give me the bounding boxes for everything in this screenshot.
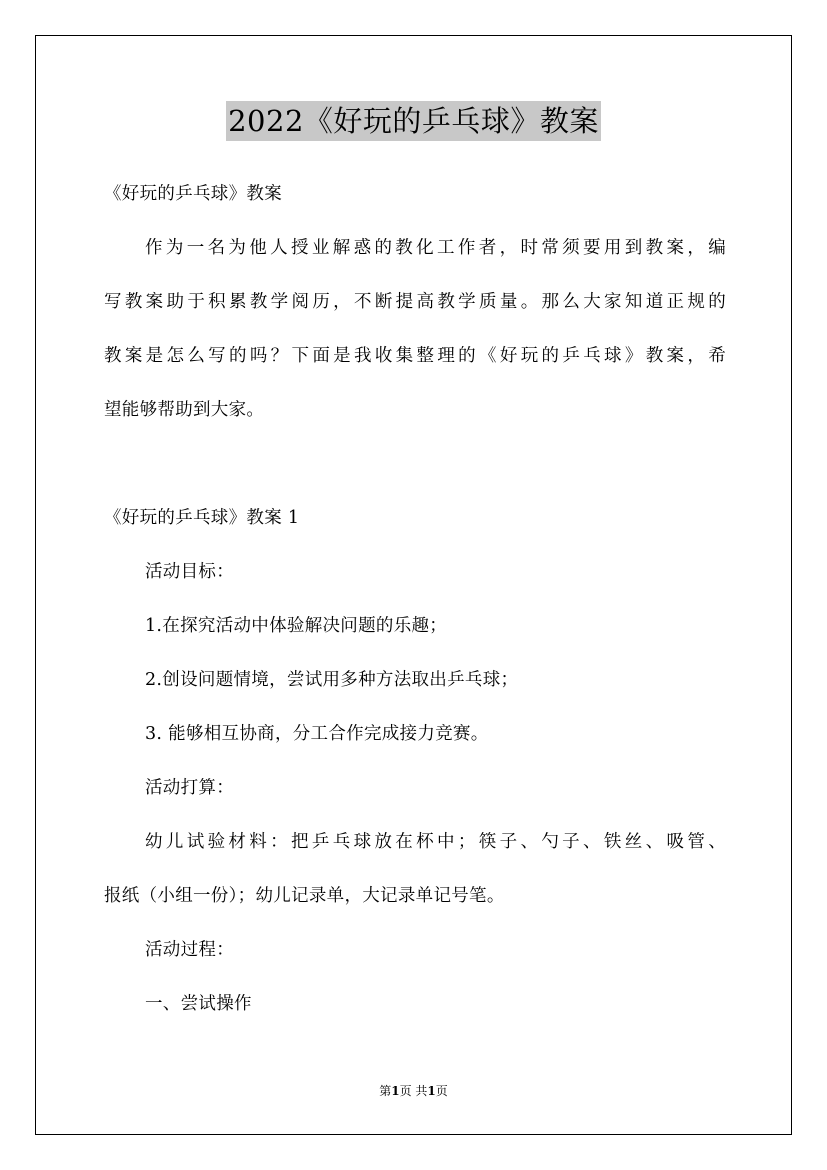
goals-heading: 活动目标： xyxy=(145,562,234,582)
section-heading: 《好玩的乒乓球》教案 1 xyxy=(104,508,300,528)
prep-heading: 活动打算： xyxy=(145,778,234,798)
process-step-1: 一、尝试操作 xyxy=(145,994,252,1014)
goal-item-1: 1.在探究活动中体验解决问题的乐趣； xyxy=(145,616,448,636)
title-container xyxy=(0,101,827,141)
intro-line-2: 写教案助于积累教学阅历，不断提高教学质量。那么大家知道正规的 xyxy=(104,292,726,312)
intro-line-3: 教案是怎么写的吗？下面是我收集整理的《好玩的乒乓球》教案，希 xyxy=(104,346,726,366)
goal-item-2: 2.创设问题情境，尝试用多种方法取出乒乓球； xyxy=(145,670,519,690)
prep-line-1: 幼儿试验材料：把乒乓球放在杯中；筷子、勺子、铁丝、吸管、 xyxy=(145,832,726,852)
footer-page-number: 1 xyxy=(391,1084,400,1098)
page-footer xyxy=(0,1083,827,1099)
footer-total-pages: 1 xyxy=(427,1084,436,1098)
footer-prefix: 第 xyxy=(379,1084,392,1098)
document-subtitle: 《好玩的乒乓球》教案 xyxy=(104,184,282,204)
process-heading: 活动过程： xyxy=(145,940,234,960)
intro-line-1: 作为一名为他人授业解惑的教化工作者，时常须要用到教案，编 xyxy=(145,238,726,258)
footer-suffix: 页 xyxy=(435,1084,448,1098)
footer-mid: 页 共 xyxy=(399,1084,428,1098)
prep-line-2: 报纸（小组一份）；幼儿记录单，大记录单记号笔。 xyxy=(104,886,505,906)
intro-line-4: 望能够帮助到大家。 xyxy=(104,400,265,420)
goal-item-3: 3. 能够相互协商，分工合作完成接力竞赛。 xyxy=(145,724,489,744)
document-title: 2022《好玩的乒乓球》教案 xyxy=(226,101,601,141)
